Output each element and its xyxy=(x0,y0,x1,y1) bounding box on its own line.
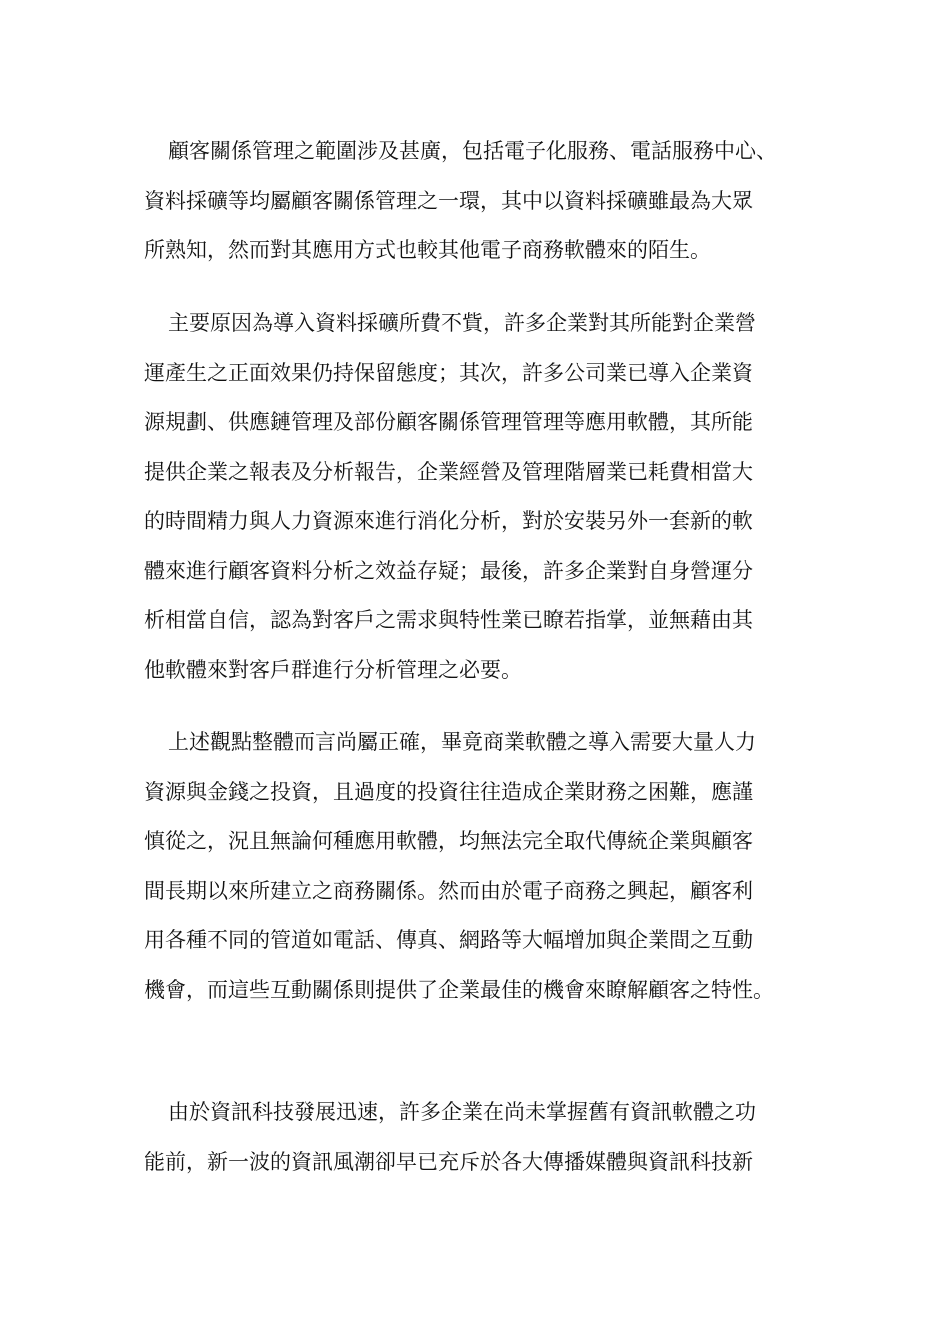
text-line: 資料採礦等均屬顧客關係管理之一環，其中以資料採礦雖最為大眾 xyxy=(144,188,753,213)
text-line: 能前，新一波的資訊風潮卻早已充斥於各大傳播媒體與資訊科技新 xyxy=(144,1149,753,1174)
text-line: 源規劃、供應鏈管理及部份顧客關係管理管理等應用軟體，其所能 xyxy=(144,410,753,434)
text-line: 析相當自信，認為對客戶之需求與特性業已瞭若指掌，並無藉由其 xyxy=(144,608,753,632)
paragraph-it-development xyxy=(144,1088,809,1187)
text-line: 顧客關係管理之範圍涉及甚廣，包括電子化服務、電話服務中心、 xyxy=(168,139,777,163)
text-line: 體來進行顧客資料分析之效益存疑；最後，許多企業對自身營運分 xyxy=(144,558,753,583)
text-line: 慎從之，況且無論何種應用軟體，均無法完全取代傳統企業與顧客 xyxy=(144,829,753,853)
paragraph-viewpoint xyxy=(144,718,809,1015)
text-line: 機會，而這些互動關係則提供了企業最佳的機會來瞭解顧客之特性。 xyxy=(144,977,774,1002)
text-line: 運產生之正面效果仍持保留態度；其次，許多公司業已導入企業資 xyxy=(144,360,753,385)
text-line: 主要原因為導入資料採礦所費不貲，許多企業對其所能對企業營 xyxy=(168,311,756,335)
text-line: 所熟知，然而對其應用方式也較其他電子商務軟體來的陌生。 xyxy=(144,238,711,262)
text-line: 上述觀點整體而言尚屬正確，畢竟商業軟體之導入需要大量人力 xyxy=(168,730,756,754)
text-line: 提供企業之報表及分析報告，企業經營及管理階層業已耗費相當大 xyxy=(144,459,753,484)
text-line: 的時間精力與人力資源來進行消化分析，對於安裝另外一套新的軟 xyxy=(144,509,753,533)
text-line: 間長期以來所建立之商務關係。然而由於電子商務之興起，顧客利 xyxy=(144,878,753,903)
text-line: 資源與金錢之投資，且過度的投資往往造成企業財務之困難，應謹 xyxy=(144,779,753,804)
text-line: 用各種不同的管道如電話、傳真、網路等大幅增加與企業間之互動 xyxy=(144,928,753,952)
paragraph-main-reasons xyxy=(144,299,809,695)
text-line: 他軟體來對客戶群進行分析管理之必要。 xyxy=(144,657,522,682)
paragraph-crm-scope xyxy=(144,127,809,276)
text-line: 由於資訊科技發展迅速，許多企業在尚未掌握舊有資訊軟體之功 xyxy=(168,1100,756,1124)
